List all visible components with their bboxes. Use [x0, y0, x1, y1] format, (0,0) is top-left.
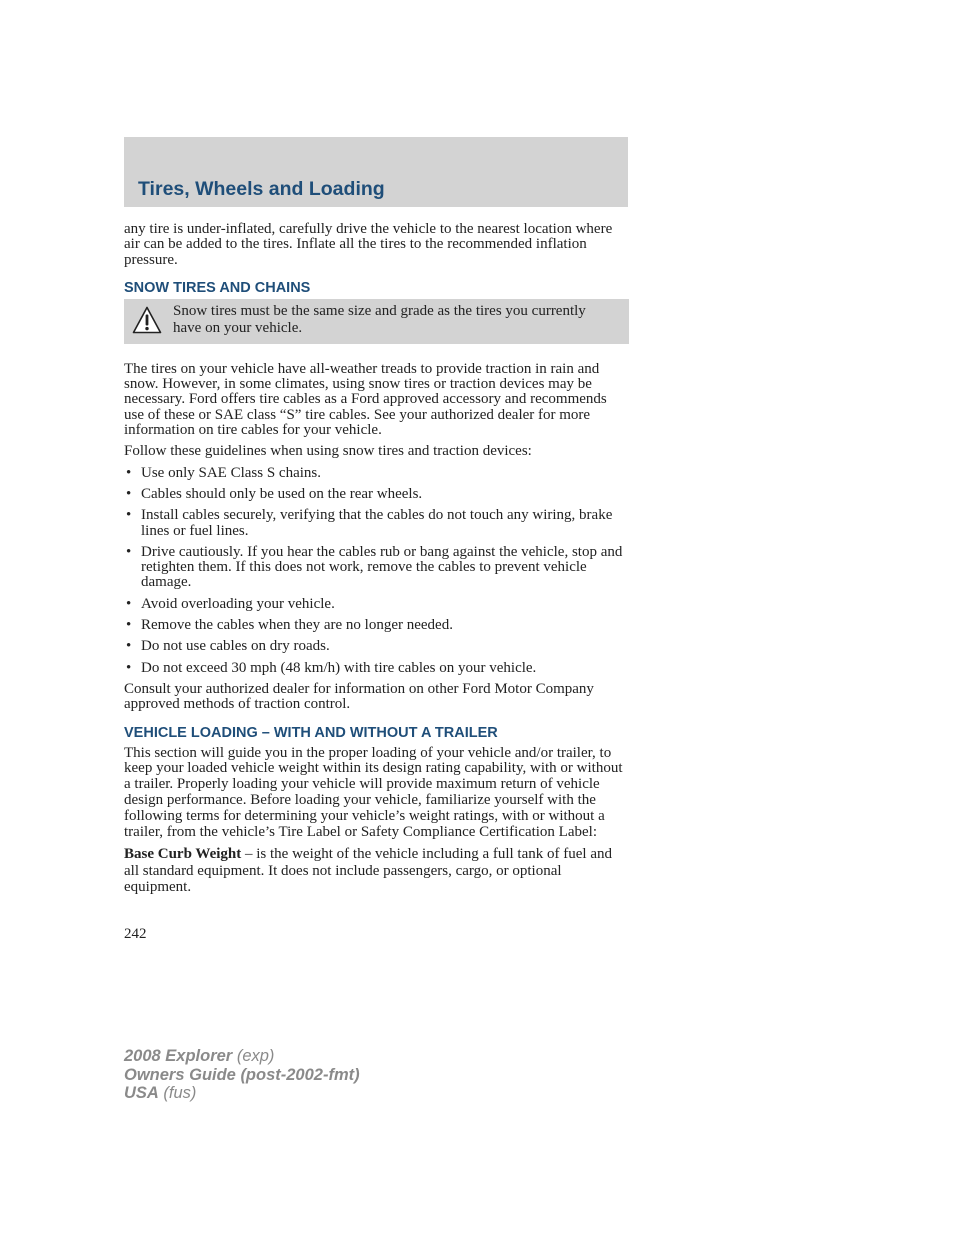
page-number: 242 [124, 926, 147, 942]
footer-line-1: 2008 Explorer (exp) [124, 1047, 275, 1065]
page-title: Tires, Wheels and Loading [138, 178, 385, 200]
intro-paragraph: any tire is under-inflated, carefully drive the vehicle to the nearest location where air can be added to the tires. Inflate all the tires to the recommended inflation pressure. [124, 221, 613, 268]
snow-paragraph-3: Consult your authorized dealer for information on other Ford Motor Company approved methods of traction control. [124, 680, 594, 713]
snow-paragraph-1: The tires on your vehicle have all-weather treads to provide traction in rain and snow. However, in some climates, using snow tires or traction devices may be necessary. Ford offers tire cables as a Ford approved accessory and recommends use of these or SAE class “S” tire cables. See your authorized dealer for more information on tire cables for your vehicle. [124, 360, 607, 439]
list-item: • Use only SAE Class S chains. [126, 464, 321, 481]
list-item: • Cables should only be used on the rear wheels. [126, 485, 423, 502]
bullet-icon: • [126, 507, 132, 524]
footer [124, 1047, 360, 1103]
list-item: • Install cables securely, verifying that the cables do not touch any wiring, brake lines or fuel lines. [126, 507, 613, 539]
warning-box [124, 299, 629, 344]
bullet-icon: • [126, 638, 132, 655]
footer-line-2: Owners Guide (post-2002-fmt) [124, 1065, 360, 1084]
snow-paragraph-2: Follow these guidelines when using snow tires and traction devices: [124, 443, 532, 460]
term-definition: – is the weight of the vehicle including a full tank of fuel and all standard equipment. It does not include passengers, cargo, or optional equipment. [124, 846, 612, 896]
bullet-icon: • [126, 464, 132, 481]
bullet-icon: • [126, 617, 132, 634]
loading-paragraph-1: This section will guide you in the proper loading of your vehicle and/or trailer, to keep your loaded vehicle weight within its design rating capability, with or without a trailer. Properly loading your vehicle will provide maximum return of vehicle design performance. Before loading your vehicle, familiarize yourself with the following terms for determining your vehicle’s weight ratings, with or without a trailer, from the vehicle’s Tire Label or Safety Compliance Certification Label: [124, 744, 623, 840]
content [124, 222, 629, 896]
warning-triangle-icon [132, 306, 162, 334]
bullet-icon: • [126, 659, 132, 676]
bullet-icon: • [126, 543, 132, 560]
list-item: • Avoid overloading your vehicle. [126, 595, 335, 612]
base-curb-weight-definition [124, 846, 629, 896]
list-item: • Remove the cables when they are no longer needed. [126, 617, 453, 634]
guidelines-list [124, 466, 629, 676]
term-label: Base Curb Weight [124, 846, 242, 863]
list-item: • Do not exceed 30 mph (48 km/h) with tire cables on your vehicle. [126, 659, 537, 676]
footer-line-3: USA (fus) [124, 1084, 197, 1102]
bullet-icon: • [126, 485, 132, 502]
list-item: • Drive cautiously. If you hear the cables rub or bang against the vehicle, stop and retighten them. If this does not work, remove the cables to prevent vehicle damage. [126, 543, 623, 591]
loading-heading: VEHICLE LOADING – WITH AND WITHOUT A TRAILER [124, 724, 498, 741]
warning-text: Snow tires must be the same size and grade as the tires you currently have on your vehicle. [173, 302, 586, 336]
bullet-icon: • [126, 595, 132, 612]
snow-heading: SNOW TIRES AND CHAINS [124, 279, 311, 296]
list-item: • Do not use cables on dry roads. [126, 638, 330, 655]
